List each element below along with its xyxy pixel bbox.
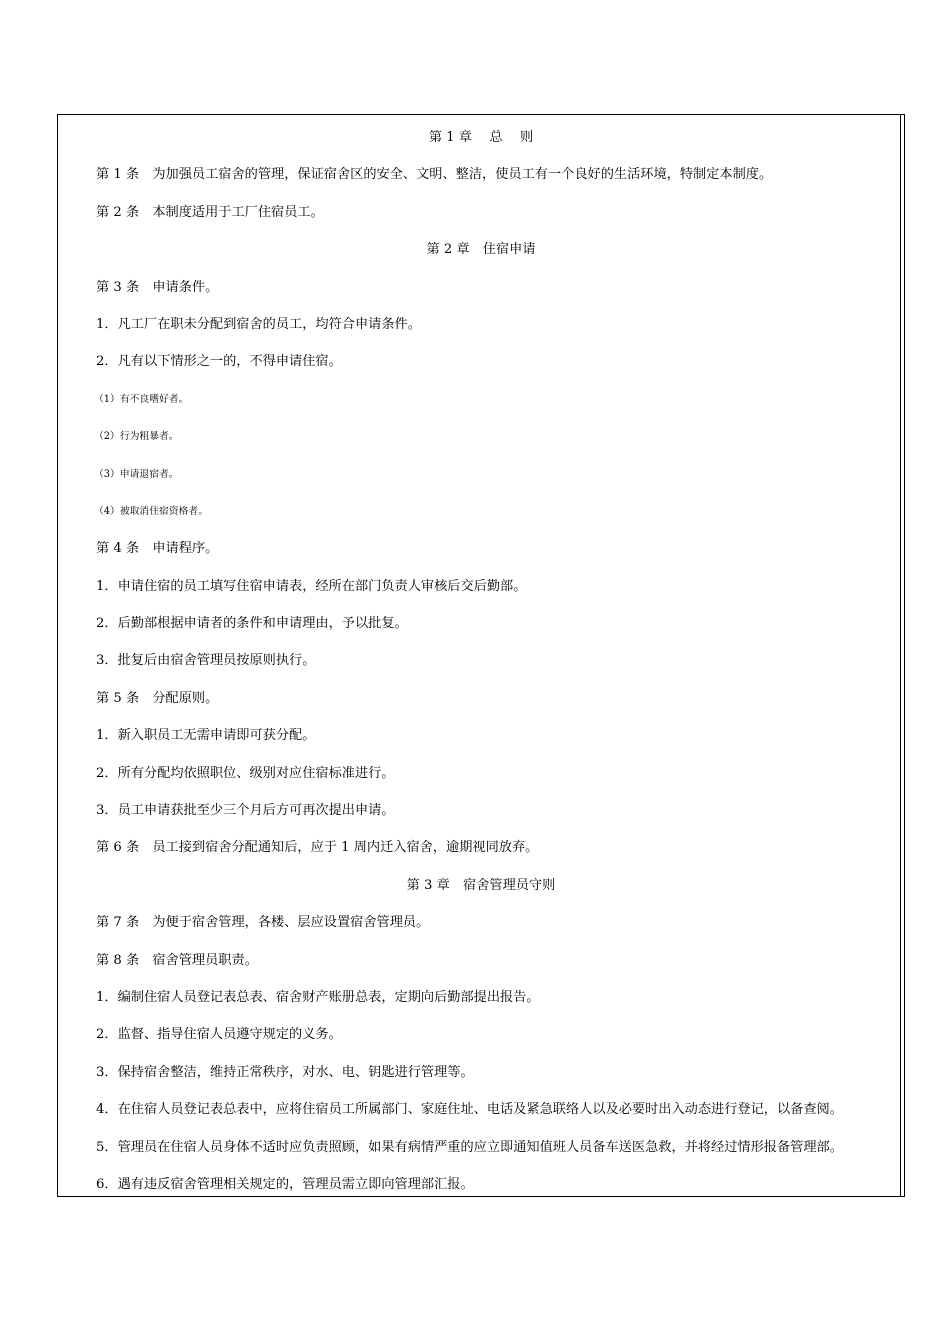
article-line: 第 8 条 宿舍管理员职责。 (96, 952, 258, 968)
article-item: 3．批复后由宿舍管理员按原则执行。 (96, 653, 316, 669)
article-line: 第 6 条 员工接到宿舍分配通知后，应于 1 周内迁入宿舍，逾期视同放弃。 (96, 840, 539, 856)
article-item: 2．凡有以下情形之一的，不得申请住宿。 (96, 354, 342, 370)
chapter-heading: 第 1 章 总 则 (428, 130, 534, 145)
article-item: 3．员工申请获批至少三个月后方可再次提出申请。 (96, 803, 395, 819)
article-item: 2．监督、指导住宿人员遵守规定的义务。 (96, 1027, 342, 1043)
article-item: 1．新入职员工无需申请即可获分配。 (96, 728, 316, 744)
article-item: 6．遇有违反宿舍管理相关规定的，管理员需立即向管理部汇报。 (96, 1176, 474, 1192)
article-line: 第 7 条 为便于宿舍管理，各楼、层应设置宿舍管理员。 (96, 915, 430, 931)
article-item: 1．申请住宿的员工填写住宿申请表，经所在部门负责人审核后交后勤部。 (96, 578, 527, 594)
chapter-heading: 第 2 章 住宿申请 (426, 242, 536, 258)
article-line: 第 1 条 为加强员工宿舍的管理，保证宿舍区的安全、文明、整洁，使员工有一个良好的生活环境，特制定本制度。 (96, 167, 773, 183)
article-item: 4．在住宿人员登记表总表中，应将住宿员工所属部门、家庭住址、电话及紧急联络人以及必要时出入动态进行登记，以备查阅。 (96, 1102, 843, 1118)
article-subitem: （4）被取消住宿资格者。 (94, 505, 208, 517)
article-line: 第 3 条 申请条件。 (96, 279, 219, 295)
article-line: 第 2 条 本制度适用于工厂住宿员工。 (96, 204, 324, 220)
article-item: 1．编制住宿人员登记表总表、宿舍财产账册总表，定期向后勤部提出报告。 (96, 989, 540, 1005)
article-subitem: （1）有不良嗜好者。 (94, 393, 189, 405)
article-line: 第 5 条 分配原则。 (96, 690, 219, 706)
article-subitem: （2）行为粗暴者。 (94, 431, 179, 443)
article-item: 1．凡工厂在职未分配到宿舍的员工，均符合申请条件。 (96, 316, 421, 332)
article-line: 第 4 条 申请程序。 (96, 541, 219, 557)
article-item: 2．所有分配均依照职位、级别对应住宿标准进行。 (96, 765, 395, 781)
article-item: 3．保持宿舍整洁，维持正常秩序，对水、电、钥匙进行管理等。 (96, 1064, 474, 1080)
article-item: 2．后勤部根据申请者的条件和申请理由，予以批复。 (96, 616, 408, 632)
article-subitem: （3）申请退宿者。 (94, 468, 179, 480)
chapter-heading: 第 3 章 宿舍管理员守则 (406, 877, 556, 893)
document-content (96, 128, 902, 1212)
document-frame (57, 114, 905, 1197)
article-item: 5．管理员在住宿人员身体不适时应负责照顾，如果有病情严重的应立即通知值班人员备车送医急救，并将经过情形报备管理部。 (96, 1139, 843, 1155)
